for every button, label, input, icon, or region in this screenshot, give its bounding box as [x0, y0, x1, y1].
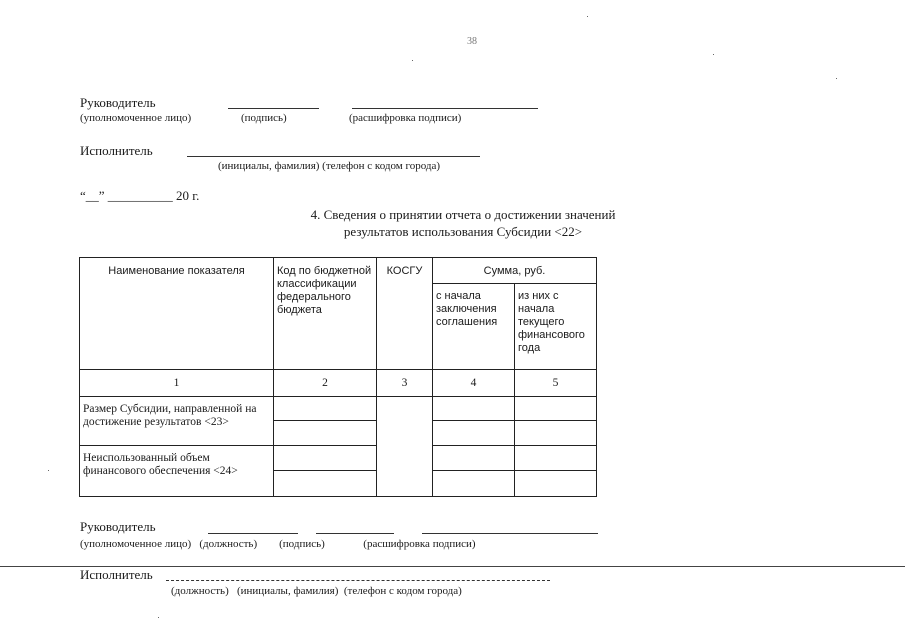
- head-label-2: Руководитель: [80, 519, 156, 534]
- cell-empty: [274, 397, 377, 421]
- header-since-year: из них с начала текущего финансового года: [515, 284, 597, 370]
- date-line: “__” __________ 20 г.: [80, 188, 200, 203]
- col-number-3: 3: [377, 370, 433, 397]
- scan-speck: [587, 16, 588, 17]
- cell-empty: [274, 446, 377, 471]
- executor-line: [187, 156, 480, 157]
- scan-speck: [713, 54, 714, 55]
- executor-captions-2: (должность) (инициалы, фамилия) (телефон с кодом города): [171, 585, 462, 597]
- section-title-line-2: результатов использования Субсидии <22>: [343, 224, 583, 239]
- executor-label-2: Исполнитель: [80, 567, 153, 582]
- head-label: Руководитель: [80, 95, 156, 110]
- signature-decoding-line-2: [422, 533, 598, 534]
- scan-speck: [412, 60, 413, 61]
- scan-speck: [48, 470, 49, 471]
- head-caption-signature: (подпись): [241, 112, 287, 124]
- cell-empty: [433, 397, 515, 421]
- cell-empty: [515, 421, 597, 446]
- header-kosgu: КОСГУ: [377, 258, 433, 370]
- row-unused-label: Неиспользованный объем финансового обеспечения <24>: [80, 446, 274, 497]
- cell-kosgu-empty: [377, 397, 433, 497]
- section-title-line-1: 4. Сведения о принятии отчета о достижении значений: [310, 207, 616, 222]
- cell-empty: [515, 471, 597, 497]
- col-number-5: 5: [515, 370, 597, 397]
- executor-caption: (инициалы, фамилия) (телефон с кодом города): [218, 160, 441, 172]
- header-bk-code: Код по бюджетной классификации федерального бюджета: [274, 258, 377, 370]
- report-table: [79, 257, 597, 497]
- position-line: [208, 533, 298, 534]
- cell-empty: [274, 421, 377, 446]
- section-title: [253, 206, 673, 240]
- scan-speck: [158, 617, 159, 618]
- header-sum: Сумма, руб.: [433, 258, 597, 284]
- head-captions-2: (уполномоченное лицо) (должность) (подпись) (расшифровка подписи): [80, 538, 476, 550]
- cell-empty: [274, 471, 377, 497]
- page-number: 38: [467, 36, 477, 47]
- header-since-agreement: с начала заключения соглашения: [433, 284, 515, 370]
- signature-line: [228, 108, 319, 109]
- signature-decoding-line: [352, 108, 538, 109]
- col-number-4: 4: [433, 370, 515, 397]
- head-caption-authorized: (уполномоченное лицо): [80, 112, 192, 124]
- executor-line-2: [166, 580, 550, 581]
- head-caption-decoding: (расшифровка подписи): [349, 112, 462, 124]
- header-indicator: Наименование показателя: [80, 258, 274, 370]
- cell-empty: [433, 471, 515, 497]
- cell-empty: [515, 446, 597, 471]
- signature-line-2: [316, 533, 394, 534]
- executor-label: Исполнитель: [80, 143, 153, 158]
- col-number-1: 1: [80, 370, 274, 397]
- col-number-2: 2: [274, 370, 377, 397]
- cell-empty: [433, 421, 515, 446]
- row-subsidy-label: Размер Субсидии, направленной на достижение результатов <23>: [80, 397, 274, 446]
- scan-speck: [836, 78, 837, 79]
- cell-empty: [515, 397, 597, 421]
- cell-empty: [433, 446, 515, 471]
